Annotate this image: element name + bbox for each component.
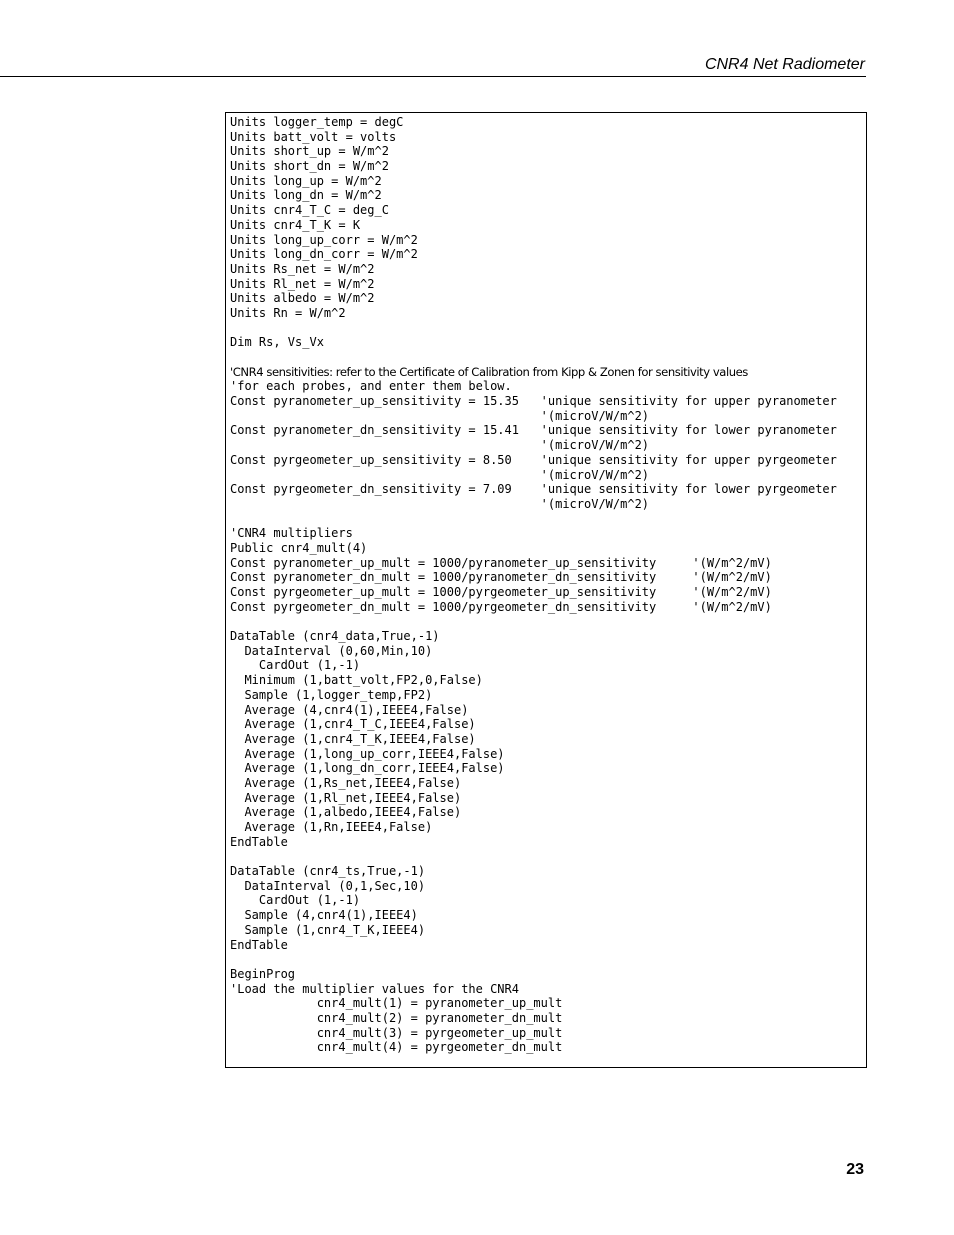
code-line: Units cnr4_T_K = K <box>230 217 361 232</box>
code-line: cnr4_mult(3) = pyrgeometer_up_mult <box>230 1025 563 1040</box>
code-line: DataInterval (0,60,Min,10) <box>230 643 433 658</box>
code-line: Units short_up = W/m^2 <box>230 144 389 159</box>
page-number: 23 <box>846 1161 864 1178</box>
code-line: Units batt_volt = volts <box>230 129 397 144</box>
code-line: Const pyranometer_dn_sensitivity = 15.41 'unique sensitivity for lower pyranometer <box>230 423 837 438</box>
code-line: Units logger_temp = degC <box>230 115 404 129</box>
code-line: CardOut (1,-1) <box>230 893 361 908</box>
code-line: Average (1,Rs_net,IEEE4,False) <box>230 775 462 790</box>
code-line: Average (4,cnr4(1),IEEE4,False) <box>230 702 469 717</box>
code-line: Units Rl_net = W/m^2 <box>230 276 375 291</box>
code-line: DataTable (cnr4_data,True,-1) <box>230 629 440 644</box>
code-listing <box>230 115 837 1055</box>
code-line <box>230 614 837 629</box>
code-line: Sample (4,cnr4(1),IEEE4) <box>230 908 418 923</box>
code-line: Average (1,long_up_corr,IEEE4,False) <box>230 746 505 761</box>
code-line: Const pyrgeometer_up_mult = 1000/pyrgeometer_up_sensitivity '(W/m^2/mV) <box>230 585 772 599</box>
code-line: cnr4_mult(4) = pyrgeometer_dn_mult <box>230 1040 563 1055</box>
code-line: '(microV/W/m^2) <box>230 408 650 423</box>
code-line <box>230 350 837 365</box>
code-line <box>230 512 837 527</box>
code-line: cnr4_mult(1) = pyranometer_up_mult <box>230 996 563 1011</box>
code-line: Dim Rs, Vs_Vx <box>230 335 324 350</box>
code-line: Average (1,Rl_net,IEEE4,False) <box>230 790 462 805</box>
code-line: Units long_up_corr = W/m^2 <box>230 232 418 247</box>
code-line: 'for each probes, and enter them below. <box>230 379 512 394</box>
code-line: Const pyranometer_up_mult = 1000/pyranometer_up_sensitivity '(W/m^2/mV) <box>230 555 772 570</box>
code-line: Units albedo = W/m^2 <box>230 291 375 306</box>
code-line: '(microV/W/m^2) <box>230 467 650 482</box>
code-line: Units long_up = W/m^2 <box>230 173 382 188</box>
code-line: Const pyrgeometer_dn_mult = 1000/pyrgeometer_dn_sensitivity '(W/m^2/mV) <box>230 599 772 614</box>
code-line: cnr4_mult(2) = pyranometer_dn_mult <box>230 1010 563 1025</box>
code-line: Units short_dn = W/m^2 <box>230 159 389 174</box>
code-line: 'Load the multiplier values for the CNR4 <box>230 981 519 996</box>
code-line: DataInterval (0,1,Sec,10) <box>230 878 426 893</box>
code-line: Average (1,cnr4_T_C,IEEE4,False) <box>230 717 476 732</box>
code-line <box>230 849 837 864</box>
code-line: Units long_dn_corr = W/m^2 <box>230 247 418 262</box>
code-line: CardOut (1,-1) <box>230 658 361 673</box>
code-listing-box <box>225 112 867 1068</box>
code-line <box>230 952 837 967</box>
code-line: Average (1,long_dn_corr,IEEE4,False) <box>230 761 505 776</box>
header-divider <box>0 76 866 77</box>
code-line: Sample (1,logger_temp,FP2) <box>230 687 433 702</box>
code-line <box>230 321 837 336</box>
code-line: 'CNR4 multipliers <box>230 526 353 541</box>
code-line: Minimum (1,batt_volt,FP2,0,False) <box>230 673 483 688</box>
code-line: Const pyrgeometer_up_sensitivity = 8.50 'unique sensitivity for upper pyrgeometer <box>230 452 837 467</box>
code-line: EndTable <box>230 834 288 849</box>
code-line: Units Rn = W/m^2 <box>230 305 346 320</box>
code-line: Units long_dn = W/m^2 <box>230 188 382 203</box>
code-line: Units cnr4_T_C = deg_C <box>230 203 389 218</box>
code-line: Const pyranometer_dn_mult = 1000/pyranometer_dn_sensitivity '(W/m^2/mV) <box>230 570 772 585</box>
code-line: Sample (1,cnr4_T_K,IEEE4) <box>230 922 426 937</box>
code-line: Const pyranometer_up_sensitivity = 15.35 'unique sensitivity for upper pyranometer <box>230 394 837 409</box>
code-line: Average (1,cnr4_T_K,IEEE4,False) <box>230 731 476 746</box>
code-line: 'CNR4 sensitivities: refer to the Certificate of Calibration from Kipp & Zonen for sensitivity values <box>230 364 748 379</box>
code-line: Units Rs_net = W/m^2 <box>230 261 375 276</box>
code-line: Const pyrgeometer_dn_sensitivity = 7.09 'unique sensitivity for lower pyrgeometer <box>230 482 837 497</box>
code-line: DataTable (cnr4_ts,True,-1) <box>230 864 426 879</box>
code-line: Public cnr4_mult(4) <box>230 540 368 555</box>
code-line: '(microV/W/m^2) <box>230 438 650 453</box>
code-line: EndTable <box>230 937 288 952</box>
code-line: BeginProg <box>230 966 296 981</box>
running-header-title: CNR4 Net Radiometer <box>704 56 865 73</box>
code-line: '(microV/W/m^2) <box>230 496 650 511</box>
code-line: Average (1,Rn,IEEE4,False) <box>230 820 433 834</box>
code-line: Average (1,albedo,IEEE4,False) <box>230 805 462 820</box>
